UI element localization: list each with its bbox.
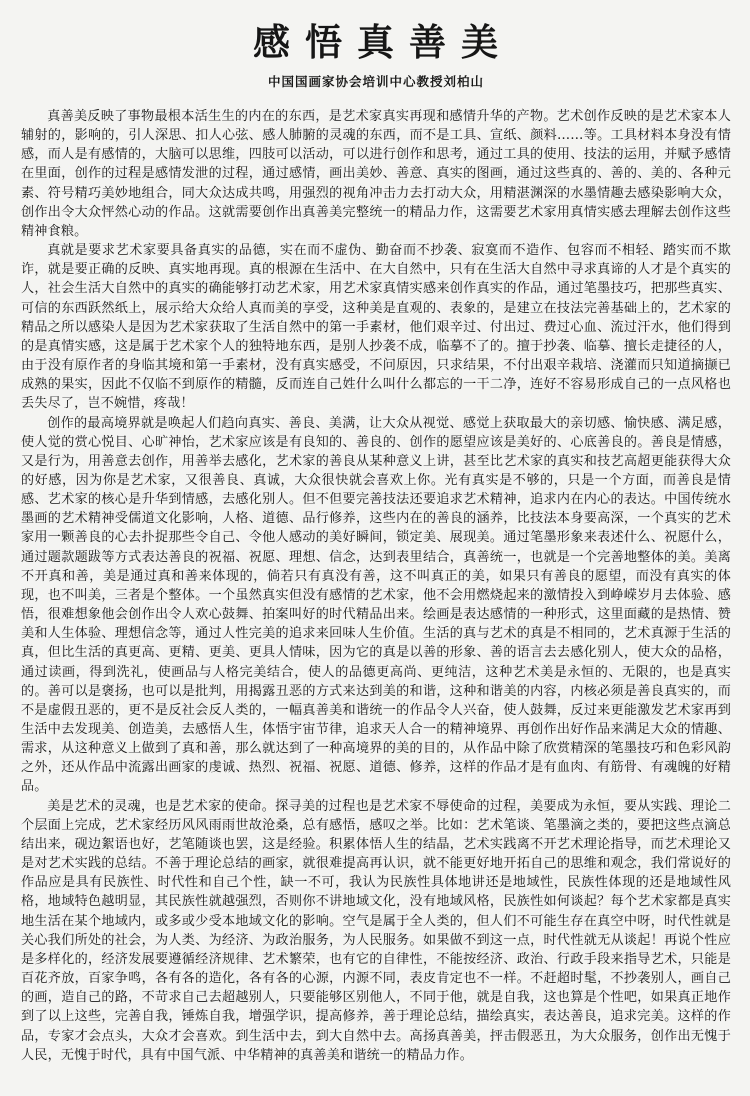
article-title: 感悟真善美: [253, 21, 513, 64]
paragraph-goodness: 创作的最高境界就是唤起人们趋向真实、善良、美满，让大众从视觉、感觉上获取最大的亲切感、愉快感、满足感，使人觉的赏心悦目、心旷神怡，艺术家应该是有良知的、善良的、创作的愿望应该是美好的、心底善良的。善良是情感，又是行为，用善意去创作，用善举去感化，艺术家的善良从某种意义上讲，甚至比艺术家的真实和技艺高超更能获得大众的好感，因为你是艺术家，又很善良、真诚，大众很快就会喜欢上你。光有真实是不够的，只是一个方面，而善良是情感、艺术家的核心是升华到情感，去感化别人。但不但要完善技法还要追求艺术精神，追求内在内心的表达。中国传统水墨画的艺术精神受儒道文化影响，人格、道德、品行修养，这些内在的善良的涵养，比技法本身要高深，一个真实的艺术家用一颗善良的心去扑捉那些令自己、令他人感动的美好瞬间，锁定美、展现美。通过笔墨形象来表述什么、祝愿什么，通过题款题跋等方式表达善良的祝福、祝愿、理想、信念，达到表里结合，真善统一，也就是一个完善地整体的美。美离不开真和善，美是通过真和善来体现的，倘若只有真没有善，这不叫真正的美，如果只有善良的愿望，而没有真实的体现，也不叫美，三者是个整体。一个虽然真实但没有感情的艺术家，他不会用燃烧起来的激情投入到峥嵘岁月去体验、感悟，很难想象他会创作出令人欢心鼓舞、拍案叫好的时代精品出来。绘画是表达感情的一种形式，这里面藏的是热情、赞美和人生体验、理想信念等，通过人性完美的追求来回味人生价值。生活的真与艺术的真是不相同的，艺术真源于生活的真，但比生活的真更高、更精、更美、更具人情味，因为它的真是以善的形象、善的语言去去感化别人，使大众的品格，通过读画，得到洗礼，使画品与人格完美结合，使人的品德更高尚、更纯洁，这种艺术美是永恒的、无限的，也是真实的。善可以是褒扬，也可以是批判，用揭露丑恶的方式来达到美的和谐，这种和谐美的内容，内核必须是善良真实的，而不是虚假丑恶的，更不是反社会反人类的，一幅真善美和谐统一的作品令人兴奋，使人鼓舞，反过来更能激发艺术家再到生活中去发现美、创造美，去感悟人生，体悟宇宙节律，追求天人合一的精神境界、再创作出好作品来满足大众的情趣、需求，从这种意义上做到了真和善，那么就达到了一种高境界的美的目的，从作品中除了欣赏精深的笔墨技巧和色彩风韵之外，还从作品中流露出画家的虔诚、热烈、祝福、祝愿、道德、修养，这样的作品才是有血肉、有筋骨、有魂魄的好精品。: [21, 415, 731, 795]
paragraph-beauty: 美是艺术的灵魂，也是艺术家的使命。探寻美的过程也是艺术家不辱使命的过程，美要成为永恒，要从实践、理论二个层面上完成，艺术家经历风风雨雨世故沧桑，总有感悟，感叹之举。比如：艺术笔谈、笔墨滴之类的，要把这些点滴总结出来，砚边絮语也好，艺笔随谈也罢，这是经验。积累体悟人生的结晶，艺术实践离不开艺术理论指导，而艺术理论又是对艺术实践的总结。不善于理论总结的画家，就很难提高再认识，就不能更好地开拓自己的思维和观念，我们常说好的作品应是具有民族性、时代性和自己个性，缺一不可，我认为民族性具体地讲还是地域性，民族性体现的还是地域性风格，地域特色越明显，其民族性就越强烈，否则你不讲地域文化，没有地域风格，民族性如何谈起？每个艺术家都是真实地生活在某个地域内，或多或少受本地域文化的影响。空气是属于全人类的，但人们不可能生存在真空中呀，时代性就是关心我们所处的社会，为人类、为经济、为政治服务，为人民服务。如果做不到这一点，时代性就无从谈起！再说个性应是多样化的，经济发展要遵循经济规律、艺术繁荣，也有它的自律性，不能按经济、政治、行政手段来指导艺术，只能是百花齐放，百家争鸣，各有各的造化，各有各的心源，内源不同，表皮肯定也不一样。不赶超时髦，不抄袭别人，画自己的画，造自己的路，不苛求自己去超越别人，只要能够区别他人，不同于他，就是自我，这也算是个性吧，如果真正地作到了以上这些，完善自我，锤炼自我，增强学识，提高修养，善于理论总结，描绘真实，表达善良，追求完美。这样的作品，专家才会点头，大众才会喜欢。到生活中去，到大自然中去。高扬真善美，抨击假恶丑，为大众服务，创作出无愧于人民，无愧于时代，具有中国气派、中华精神的真善美和谐统一的精品力作。: [21, 798, 731, 1063]
paragraph-truth-goodness-beauty-intro: 真善美反映了事物最根本活生生的内在的东西，是艺术家真实再现和感情升华的产物。艺术创作反映的是艺术家本人辅射的，影响的，引人深思、扣人心弦、感人肺腑的灵魂的东西，而不是工具、宣纸、颜料……等。工具材料本身没有情感，而人是有感情的，大脑可以思维，四肢可以活动，可以进行创作和思考，通过工具的使用、技法的运用，并赋予感情在里面，创作的过程是感情发泄的过程，通过感情，画出美妙、善意、真实的图画，通过这些真的、善的、美的、各种元素、符号精巧美妙地组合，同大众达成共鸣，用强烈的视角冲击力去打动大众，用精湛渊深的水墨情趣去感染影响大众，创作出令大众怦然心动的作品。这就需要创作出真善美完整统一的精品力作，这需要艺术家用真情实感去理解去创作这些精神食粮。: [21, 109, 731, 239]
article-body: [21, 107, 731, 1065]
article-byline: 中国国画家协会培训中心教授刘柏山: [267, 74, 484, 89]
paragraph-truth: 真就是要求艺术家要具备真实的品德，实在而不虚伪、勤奋而不抄袭、寂寞而不造作、包容而不相轻、踏实而不欺诈，就是要正确的反映、真实地再现。真的根源在生活中、在大自然中，只有在生活大自然中寻求真谛的人才是个真实的人，社会生活大自然中的真实的确能够打动艺术家，用艺术家真情实感来创作真实的作品，通过笔墨技巧，把那些真实、可信的东西跃然纸上，展示给大众给人真而美的享受，这种美是直观的、表象的，是建立在技法完善基础上的，艺术家的精品之所以感染人是因为艺术家获取了生活自然中的第一手素材，他们艰辛过、付出过、费过心血、流过汗水，他们得到的是真情实感，这是属于艺术家个人的独特地东西，是别人抄袭不成，临摹不了的。擅于抄袭、临摹、擅长走捷径的人，由于没有原作者的身临其境和第一手素材，没有真实感受，不问原因，只求结果，不付出艰辛栽培、浇灌而只知道摘撷已成熟的果实，因此不仅临不到原作的精髓，反而连自己姓什么叫什么都忘的一干二净，连好不容易形成自己的一点风格也丢失尽了，岂不婉惜，疼哉！: [21, 243, 731, 412]
